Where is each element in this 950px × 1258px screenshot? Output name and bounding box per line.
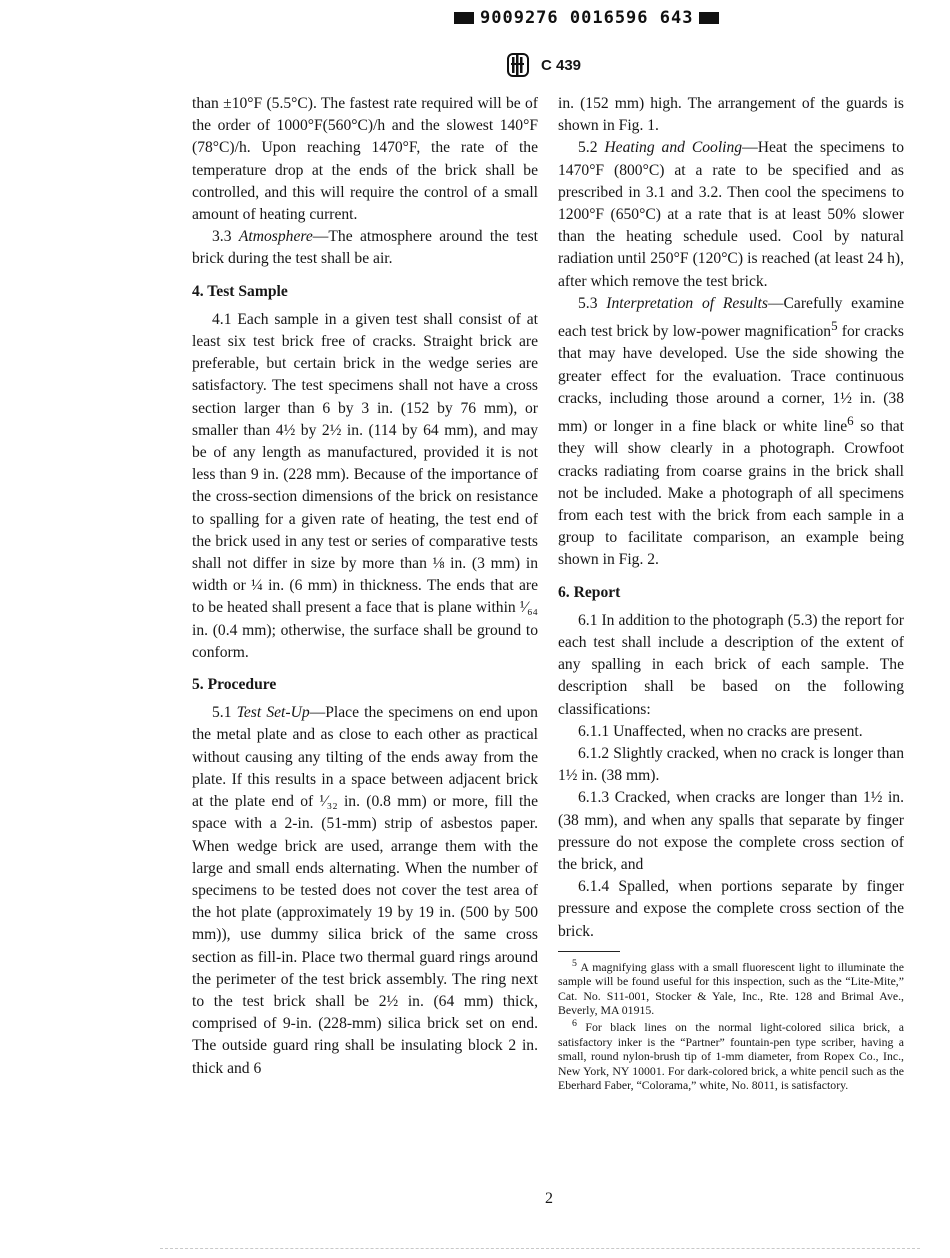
section-4-1: 4.1 Each sample in a given test shall consist of at least six test brick free of cracks. Straight brick are preferable, but certain brick in the wedge series are satisfactory. The test specimens shall not have a cross section larger than 6 by 3 in. (152 by 76 mm), or smaller than 4½ by 2½ in. (114 by 64 mm), and may be of any length as manufactured, provided it is not less than 9 in. (228 mm). Because of the importance of the cross-section dimensions of the brick on resistance to spalling for a given rate of heating, the test end of the brick used in any test or series of comparative tests shall not differ in size by more than ⅛ in. (3 mm) in width or ¼ in. (6 mm) in thickness. The ends that are to be heated shall present a face that is plane within ¹⁄₆₄ in. (0.4 mm); otherwise, the surface shall be ground to conform.: [192, 310, 538, 661]
section-title: Atmosphere: [238, 228, 313, 246]
footnote-ref: 6: [847, 413, 854, 429]
footnote-ref: 5: [831, 318, 838, 334]
section-text: so that they will show clearly in a photograph. Crowfoot cracks radiating from coarse grains in the brick shall not be included. Make a photograph of all specimens from each test with the brick from each sample in a group to facilitate comparison, an example being shown in Fig. 2.: [558, 418, 904, 569]
barcode-text: 9009276 0016596 643: [480, 8, 694, 28]
section-title: Heating and Cooling: [604, 139, 743, 157]
barcode-strip: [448, 8, 738, 30]
section-number: 5.3: [578, 294, 598, 312]
section-title: Test Set-Up: [236, 704, 310, 722]
heading-test-sample: 4. Test Sample: [192, 282, 288, 300]
section-number: 5.1: [212, 704, 232, 722]
section-text: —Heat the specimens to 1470°F (800°C) at a rate to be specified and as prescribed in 3.1 and 3.2. Then cool the specimens to 1200°F (650°C) at a rate that is at least 50% slower than the heating schedule used. Cool by natural radiation until 250°F (120°C) is reached (at least 24 h), after which remove the test brick.: [558, 139, 904, 290]
section-text: —Place the specimens on end upon the metal plate and as close to each other as practical without causing any tilting of the ends away from the plate. If this results in a space between adjacent brick at the plate end of ¹⁄₃₂ in. (0.8 mm) or more, fill the space with a 2-in. (51-mm) strip of asbestos paper. When wedge brick are used, arrange them with the large and small ends alternating. When the number of specimens to be tested does not cover the test area of the hot plate (approximately 19 by 19 in. (500 by 500 mm)), use dummy silica brick of the same cross section as fill-in. Place two thermal guard rings around the perimeter of the test brick assembly. The ring next to the test brick shall be 2½ in. (64 mm) thick, comprised of 9-in. (228-mm) silica brick set on end. The outside guard ring shall be insulating block 2 in. thick and 6: [192, 704, 538, 1077]
section-6-1-1: 6.1.1 Unaffected, when no cracks are present.: [578, 722, 863, 740]
footnote-number: 6: [572, 1018, 577, 1030]
section-6-1-4: 6.1.4 Spalled, when portions separate by finger pressure and expose the complete cross section of the brick.: [558, 878, 904, 940]
section-6-1-2: 6.1.2 Slightly cracked, when no crack is longer than 1½ in. (38 mm).: [558, 745, 904, 785]
paragraph-continued: than ±10°F (5.5°C). The fastest rate required will be of the order of 1000°F(560°C)/h and the slowest 140°F (78°C)/h. Upon reaching 1470°F, the rate of the temperature drop at the ends of the brick shall be controlled, and this will require the control of a small amount of heating current.: [192, 95, 538, 224]
document-header: [505, 52, 581, 80]
section-text: —The atmosphere around the test brick during the test shall be air.: [192, 228, 538, 268]
section-6-1-3: 6.1.3 Cracked, when cracks are longer than 1½ in. (38 mm), and when any spalls that separate by finger pressure do not expose the complete cross section of the brick, and: [558, 789, 904, 874]
paragraph-continued: in. (152 mm) high. The arrangement of the guards is shown in Fig. 1.: [558, 95, 904, 135]
heading-report: 6. Report: [558, 583, 621, 601]
section-6-1: 6.1 In addition to the photograph (5.3) the report for each test shall include a description of the extent of any spalling in each brick of each sample. The description shall be based on the following classifications:: [558, 611, 904, 718]
scan-artifact-line: [160, 1248, 920, 1249]
barcode-block-left: [454, 12, 474, 24]
astm-logo-icon: [505, 52, 531, 78]
section-3-3: [192, 226, 538, 270]
footnote-number: 5: [572, 957, 577, 969]
section-number: 3.3: [212, 228, 232, 246]
footnote-6: [558, 1017, 904, 1092]
footnote-text: For black lines on the normal light-colored silica brick, a satisfactory inker is the “Partner” fountain-pen type scriber, having a small, round nylon-brush tip of 1-mm diameter, from Ropex Co., Inc., New York, NY 10001. For dark-colored brick, a white pencil such as the Eberhard Faber, “Colorama,” white, No. 8011, is satisfactory.: [558, 1020, 904, 1092]
heading-procedure: 5. Procedure: [192, 676, 277, 694]
section-title: Interpretation of Results: [606, 294, 768, 312]
section-text: for cracks that may have developed. Use the side showing the greater effect for the evaluation. Trace continuous cracks, including those around a corner, 1½ in. (38 mm) or longer in a fine black or white line: [558, 323, 904, 436]
footnote-divider: [558, 951, 620, 952]
section-text: —Carefully examine each test brick by low-power magnification: [558, 294, 904, 341]
left-column: [192, 93, 538, 1080]
section-5-2: [558, 137, 904, 292]
section-5-1: [192, 702, 538, 1079]
footnote-text: A magnifying glass with a small fluorescent light to illuminate the sample will be found useful for this inspection, such as the “Lite-Mite,” Cat. No. S11-001, Stocker & Yale, Inc., Rte. 128 and Brimal Ave., Beverly, MA 01915.: [558, 959, 904, 1018]
section-5-3: [558, 293, 904, 572]
page-number-text: 2: [545, 1190, 553, 1207]
section-number: 5.2: [578, 139, 598, 157]
footnote-5: [558, 957, 904, 1018]
barcode-block-right: [699, 12, 719, 24]
right-column: [558, 93, 904, 1092]
standard-designation: C 439: [541, 56, 582, 74]
